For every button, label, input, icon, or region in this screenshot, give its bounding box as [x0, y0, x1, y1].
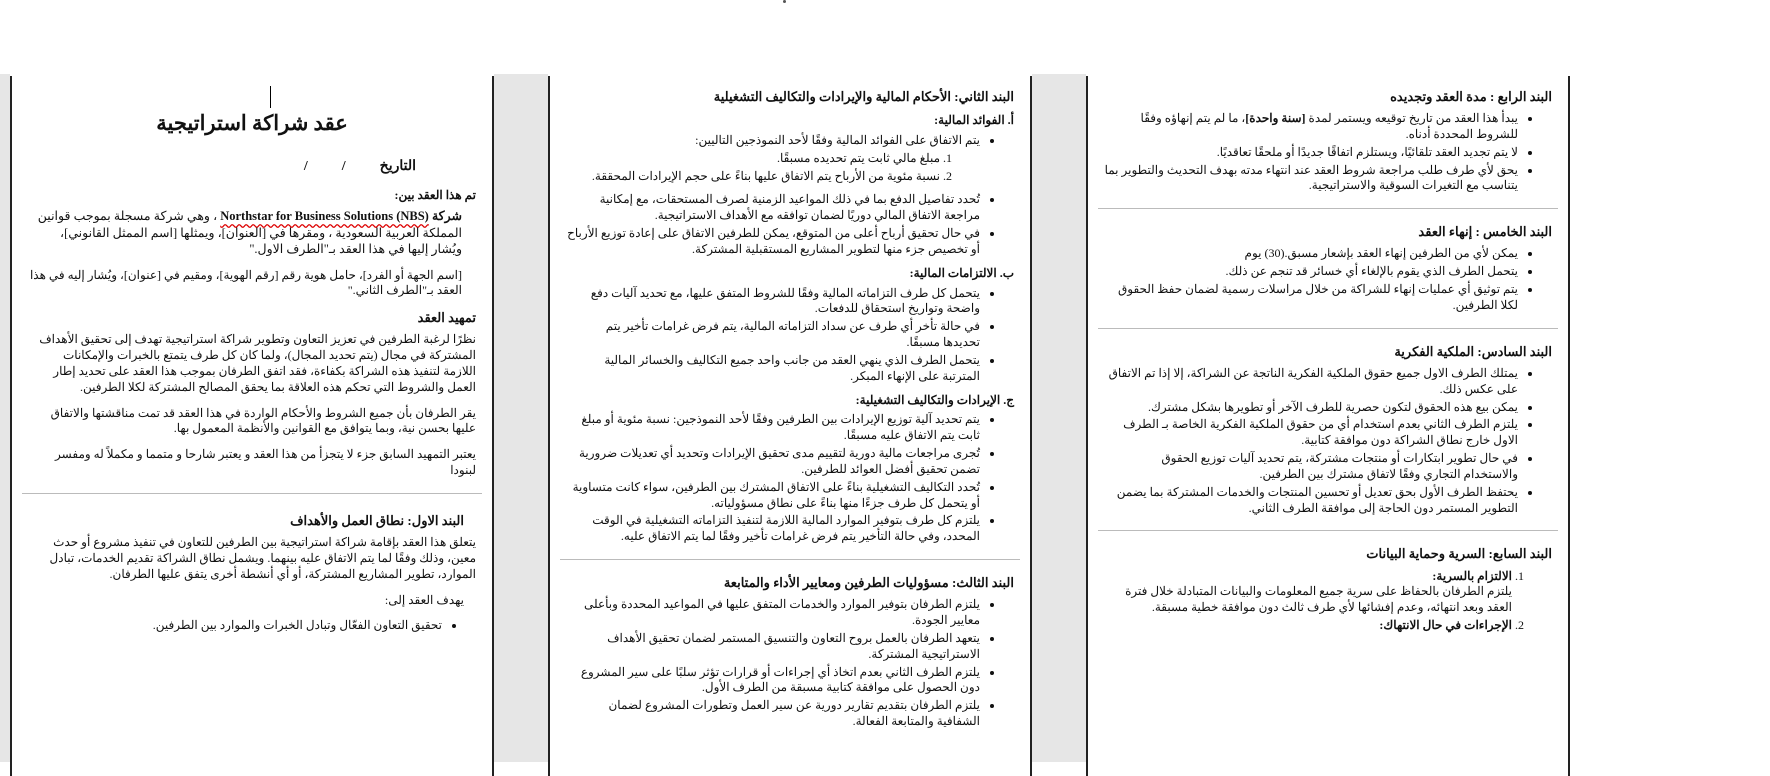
- document-page-2[interactable]: [548, 76, 1032, 776]
- preamble-heading: تمهيد العقد: [417, 310, 476, 326]
- list-item: • يلتزم الطرف الثاني بعدم اتخاذ أي إجراءات أو قرارات تؤثر سلبًا على سير المشروع دون الحصول على موافقة كتابية مسبقة من الطرف الأول.: [566, 665, 980, 697]
- document-page-1[interactable]: [10, 76, 494, 776]
- list-item: • يمتلك الطرف الاول جميع حقوق الملكية الفكرية الناتجة عن الشراكة، إلا إذا تم الاتفاق على عكس ذلك.: [1104, 366, 1518, 398]
- list-item: • يحتفظ الطرف الأول بحق تعديل أو تحسين المنتجات والخدمات المشتركة بما يضمن التطوير المستمر دون الحاجة إلى موافقة الطرف الثاني.: [1104, 485, 1518, 517]
- page-gutter: [0, 74, 10, 762]
- list-item: • يلتزم الطرف الثاني بعدم استخدام أي من حقوق الملكية الفكرية الخاصة بـ الطرف الاول خارج نطاق الشراكة دون موافقة كتابية.: [1104, 417, 1518, 449]
- clause-1-heading: البند الاول: نطاق العمل والأهداف: [290, 512, 464, 528]
- list-item: • تُجرى مراجعات مالية دورية لتقييم مدى تحقيق الإيرادات وتحديد أي تعديلات ضرورية تضمن تحقيق أفضل العوائد للطرفين.: [566, 446, 980, 478]
- page-gutter: [494, 74, 548, 762]
- list-item: • يتحمل الطرف الذي يقوم بالإلغاء أي خسائر قد تنجم عن ذلك.: [1104, 264, 1518, 280]
- list-item: • يلتزم كل طرف بتوفير الموارد المالية اللازمة لتنفيذ التزاماته التشغيلية في الوقت المحدد، وفي حالة التأخير يتم فرض غرامات تأخير وفقًا لما يتم الاتفاق عليه.: [566, 513, 980, 545]
- page-gutter: [1570, 74, 1770, 762]
- section-a-list: [566, 133, 992, 258]
- list-item: • في حالة تأخر أي طرف عن سداد التزاماته المالية، يتم فرض غرامات تأخير يتم تحديدها مسبقًا.: [566, 319, 980, 351]
- text-cursor: [270, 86, 271, 108]
- payment-model-list: [566, 151, 958, 185]
- section-divider: [1098, 208, 1558, 209]
- list-item: • يتم تحديد آلية توزيع الإيرادات بين الطرفين وفقًا لأحد النموذجين: نسبة مئوية أو مبلغ ثابت يتم الاتفاق عليه مسبقًا.: [566, 412, 980, 444]
- date-separator: /: [341, 158, 346, 174]
- clause-5-heading: البند الخامس : إنهاء العقد: [1418, 224, 1552, 240]
- clause-6-list: [1104, 366, 1530, 516]
- preamble-paragraph-2: يقر الطرفان بأن جميع الشروط والأحكام الواردة في هذا العقد قد تمت مناقشتها والاتفاق عليها بحسن نية، وبما يتوافق مع القوانين والأنظمة المعمول بها.: [50, 405, 476, 436]
- clause-2-heading: البند الثاني: الأحكام المالية والإيرادات والتكاليف التشغيلية: [713, 89, 1014, 104]
- contract-parties-heading: تم هذا العقد بين:: [394, 188, 476, 203]
- section-b-list: [566, 286, 992, 385]
- party-one-text: ، وهي شركة مسجلة بموجب قوانين المملكة العربية السعودية ، ومقرها في [العنوان]، ويمثلها [اسم الممثل القانوني]، ويُشار إليها في هذا العقد بـ"الطرف الاول.": [37, 209, 462, 257]
- clause-7-list: [1104, 569, 1530, 634]
- company-name: Northstar for Business Solutions (NBS): [220, 209, 429, 224]
- party-two-paragraph: [اسم الجهة أو الفرد]، حامل هوية رقم [رقم الهوية]، ومقيم في [عنوان]، ويُشار إليه في هذا العقد بـ"الطرف الثاني.": [29, 267, 462, 298]
- section-a-heading: أ. الفوائد المالية:: [934, 113, 1014, 128]
- section-divider: [1098, 328, 1558, 329]
- list-item: 2. نسبة مئوية من الأرباح يتم الاتفاق عليها بناءً على حجم الإيرادات المحققة.: [566, 169, 940, 185]
- list-item: • يمكن بيع هذه الحقوق لتكون حصرية للطرف الآخر أو تطويرها بشكل مشترك.: [1104, 400, 1518, 416]
- list-item: • يلتزم الطرفان بتوفير الموارد والخدمات المتفق عليها في المواعيد المحددة وبأعلى معايير الجودة.: [566, 597, 980, 629]
- preamble-paragraph-3: يعتبر التمهيد السابق جزء لا يتجزأ من هذا العقد و يعتبر شارحا و متمما و مكملاً له ومفسر لبنودا: [55, 447, 476, 478]
- clause-5-list: [1104, 246, 1530, 313]
- clause-6-heading: البند السادس: الملكية الفكرية: [1394, 343, 1552, 359]
- clause-1-goals-list: [28, 618, 454, 634]
- list-item: • يتعهد الطرفان بالعمل بروح التعاون والتنسيق المستمر لضمان تحقيق الأهداف الاستراتيجية المشتركة.: [566, 631, 980, 663]
- clause-3-list: [566, 597, 992, 730]
- list-item: • تُحدد تفاصيل الدفع بما في ذلك المواعيد الزمنية لصرف المستحقات، مع إمكانية مراجعة الاتفاق المالي دوريًا لضمان توافقه مع الأهداف الاستراتيجية.: [566, 192, 980, 224]
- list-item: • يتحمل الطرف الذي ينهي العقد من جانب واحد جميع التكاليف والخسائر المالية المترتبة على الإنهاء المبكر.: [566, 353, 980, 385]
- section-divider: [560, 559, 1020, 560]
- section-divider: [22, 493, 482, 494]
- list-item: 2. الإجراءات في حال الانتهاك:: [1104, 618, 1512, 634]
- ruler-dot: [783, 0, 786, 3]
- list-item: • يمكن لأي من الطرفين إنهاء العقد بإشعار مسبق.(30) يوم: [1104, 246, 1518, 262]
- page-gutter: [1032, 74, 1086, 762]
- document-page-3[interactable]: [1086, 76, 1570, 776]
- clause-7-heading: البند السابع: السرية وحماية البيانات: [1366, 546, 1552, 562]
- list-item: • يلتزم الطرفان بتقديم تقارير دورية عن سير العمل وتطورات المشروع لضمان الشفافية والمتابعة الفعالة.: [566, 698, 980, 730]
- party-one-paragraph: [28, 208, 462, 258]
- list-item: • يتم الاتفاق على الفوائد المالية وفقًا لأحد النموذجين التاليين: 1. مبلغ مالي ثابت يتم تحديده مسبقًا. 2. نسبة مئوية من الأرباح يتم الاتفاق عليها بناءً على حجم الإيرادات المحققة.: [566, 133, 980, 184]
- section-c-heading: ج. الإيرادات والتكاليف التشغيلية:: [855, 392, 1014, 407]
- clause-4-list: [1104, 111, 1530, 194]
- list-item: • يحق لأي طرف طلب مراجعة شروط العقد عند انتهاء مدته بهدف التحديث والتطوير بما يتناسب مع التغيرات السوقية والاستراتيجية.: [1104, 163, 1518, 195]
- clause-4-heading: البند الرابع : مدة العقد وتجديده: [1390, 89, 1552, 104]
- section-divider: [1098, 530, 1558, 531]
- list-item: • تحقيق التعاون الفعّال وتبادل الخبرات والموارد بين الطرفين.: [28, 618, 442, 634]
- clause-3-heading: البند الثالث: مسؤوليات الطرفين ومعايير الأداء والمتابعة: [723, 575, 1014, 591]
- list-item: 1. الالتزام بالسرية: يلتزم الطرفان بالحفاظ على سرية جميع المعلومات والبيانات المتبادلة خلال فترة العقد وبعد انتهائه، وعدم إفشائها لأي طرف ثالث دون موافقة خطية مسبقة.: [1104, 569, 1512, 616]
- section-b-heading: ب. الالتزامات المالية:: [909, 265, 1014, 280]
- list-item: • يتم توثيق أي عمليات إنهاء للشراكة من خلال مراسلات رسمية لضمان حفظ الحقوق لكلا الطرفين.: [1104, 282, 1518, 314]
- document-title: عقد شراكة استراتيجية: [156, 111, 348, 135]
- list-item: • لا يتم تجديد العقد تلقائيًا، ويستلزم اتفاقًا جديدًا أو ملحقًا تعاقديًا.: [1104, 145, 1518, 161]
- date-line: [28, 158, 416, 176]
- clause-1-goal-intro: يهدف العقد إلى:: [384, 592, 464, 607]
- section-c-list: [566, 412, 992, 545]
- date-label: التاريخ: [379, 158, 416, 174]
- preamble-paragraph-1: نظرًا لرغبة الطرفين في تعزيز التعاون وتطوير شراكة استراتيجية تهدف إلى تحقيق الأهداف المشتركة في مجال (يتم تحديد المجال)، ولما كان كل طرف يتمتع بالخبرات والإمكانات اللازمة لتنفيذ هذه الشراكة بكفاءة، فقد اتفق الطرفان بموجب هذا العقد على تحديد إطار العمل والشروط التي تحكم هذه العلاقة بما يحقق المصالح المشتركة لكلا الطرفين.: [39, 332, 476, 394]
- list-item: • يبدأ هذا العقد من تاريخ توقيعه ويستمر لمدة [سنة واحدة]، ما لم يتم إنهاؤه وفقًا للشروط المحددة أدناه.: [1104, 111, 1518, 143]
- company-label: شركة: [431, 209, 462, 224]
- date-separator: /: [303, 158, 308, 174]
- list-item: • تُحدد التكاليف التشغيلية بناءً على الاتفاق المشترك بين الطرفين، سواء كانت متساوية أو يتحمل كل طرف جزءًا منها بناءً على نطاق مسؤولياته.: [566, 480, 980, 512]
- list-item: • في حال تطوير ابتكارات أو منتجات مشتركة، يتم تحديد آليات توزيع الحقوق والاستخدام التجاري وفقًا لاتفاق مشترك بين الطرفين.: [1104, 451, 1518, 483]
- list-item: • يتحمل كل طرف التزاماته المالية وفقًا للشروط المتفق عليها، مع تحديد آليات دفع واضحة وتواريخ استحقاق للدفعات.: [566, 286, 980, 318]
- list-item: • في حال تحقيق أرباح أعلى من المتوقع، يمكن للطرفين الاتفاق على إعادة توزيع الأرباح أو تخصيص جزء منها لتطوير المشاريع المستقبلية المشتركة.: [566, 226, 980, 258]
- list-item: 1. مبلغ مالي ثابت يتم تحديده مسبقًا.: [566, 151, 940, 167]
- clause-1-paragraph: يتعلق هذا العقد بإقامة شراكة استراتيجية بين الطرفين للتعاون في تنفيذ مشروع أو حدث معين، وذلك وفقًا لما يتم الاتفاق عليه بينهما. ويشمل نطاق الشراكة تقديم الخدمات، تبادل الموارد، تطوير المشاريع المشتركة، أو أي أنشطة أخرى يتفق عليها الطرفان.: [49, 535, 476, 581]
